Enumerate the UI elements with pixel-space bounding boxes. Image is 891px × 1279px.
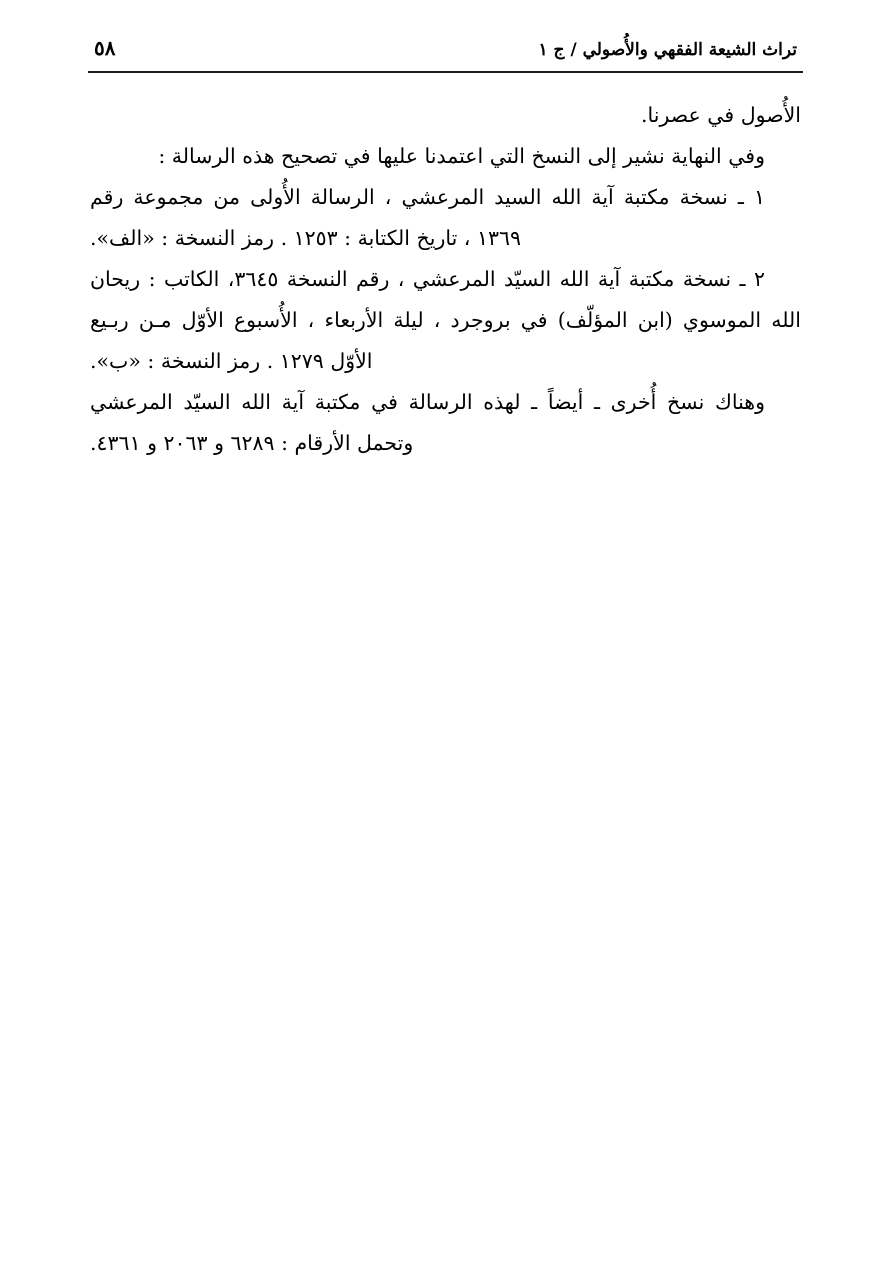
body-text (88, 95, 803, 464)
page-content (88, 36, 803, 464)
page-header (88, 36, 803, 60)
book-title-header: تراث الشيعة الفقهي والأُصولي / ج ١ (538, 40, 797, 60)
paragraph-manuscript-1: ١ ـ نسخة مكتبة آية الله السيد المرعشي ، الرسالة الأُولى من مجموعة رقم ١٣٦٩ ، تاريخ الكتابة : ١٢٥٣ . رمز النسخة : «الف». (90, 185, 765, 250)
paragraph-manuscript-2: ٢ ـ نسخة مكتبة آية الله السيّد المرعشي ، رقم النسخة ٣٦٤٥، الكاتب : ريحان الله الموسوي (ابن المؤلّف) في بروجرد ، ليلة الأربعاء ، الأُسبوع الأوّل مـن ربـيع الأوّل ١٢٧٩ . رمز النسخة : «ب». (90, 267, 801, 373)
paragraph-2: وفي النهاية نشير إلى النسخ التي اعتمدنا عليها في تصحيح هذه الرسالة : (158, 144, 765, 168)
paragraph-1: الأُصول في عصرنا. (641, 103, 801, 127)
header-divider (88, 71, 803, 73)
page-number: ٥٨ (94, 36, 116, 60)
paragraph-other-copies: وهناك نسخ أُخرى ـ أيضاً ـ لهذه الرسالة في مكتبة آية الله السيّد المرعشي وتحمل الأرقام : ٦٢٨٩ و ٢٠٦٣ و ٤٣٦١. (90, 390, 765, 455)
